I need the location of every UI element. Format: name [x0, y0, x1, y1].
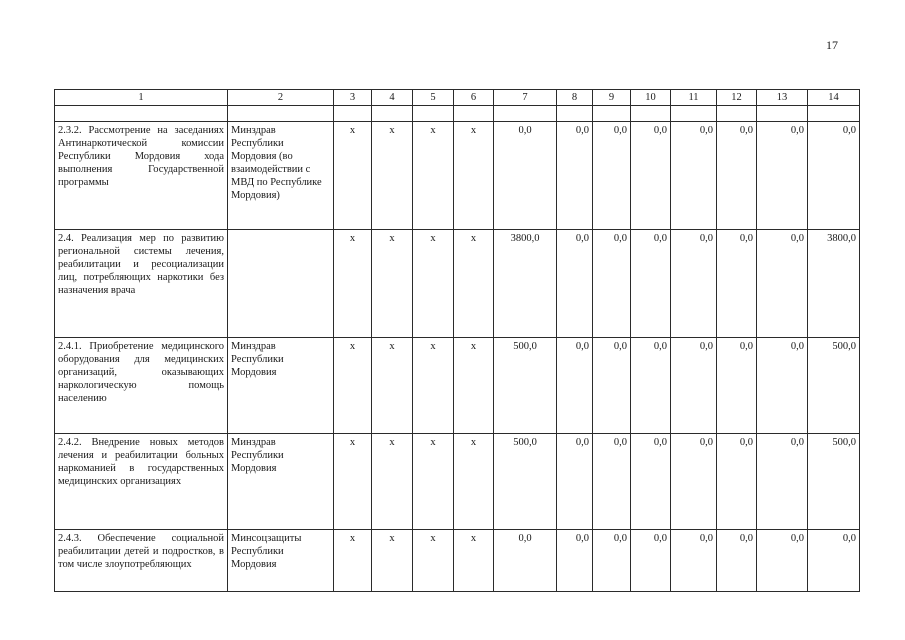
value-cell: 0,0 [593, 230, 631, 338]
value-cell: 500,0 [808, 338, 860, 434]
column-header: 4 [372, 90, 413, 106]
value-cell: 0,0 [593, 530, 631, 592]
executor-cell: Минздрав Республики Мордовия [228, 338, 334, 434]
executor-cell: Минсоцзащиты Республики Мордовия [228, 530, 334, 592]
value-cell: 0,0 [671, 230, 717, 338]
value-cell: 0,0 [593, 122, 631, 230]
mark-cell: x [372, 434, 413, 530]
value-cell: 3800,0 [494, 230, 557, 338]
mark-cell: x [454, 434, 494, 530]
program-table [54, 89, 860, 592]
mark-cell: x [334, 122, 372, 230]
value-cell: 0,0 [557, 230, 593, 338]
executor-cell: Минздрав Республики Мордовия [228, 434, 334, 530]
value-cell: 0,0 [717, 122, 757, 230]
value-cell: 0,0 [671, 338, 717, 434]
value-cell: 0,0 [631, 530, 671, 592]
column-header: 5 [413, 90, 454, 106]
value-cell: 0,0 [557, 530, 593, 592]
value-cell: 0,0 [631, 338, 671, 434]
table-row [55, 230, 860, 338]
mark-cell: x [334, 530, 372, 592]
value-cell: 0,0 [671, 434, 717, 530]
column-header: 3 [334, 90, 372, 106]
value-cell: 0,0 [808, 530, 860, 592]
mark-cell: x [372, 122, 413, 230]
value-cell: 0,0 [593, 434, 631, 530]
mark-cell: x [454, 338, 494, 434]
mark-cell: x [454, 122, 494, 230]
table-row [55, 434, 860, 530]
column-header: 14 [808, 90, 860, 106]
value-cell: 0,0 [494, 530, 557, 592]
value-cell: 0,0 [671, 122, 717, 230]
value-cell: 0,0 [717, 530, 757, 592]
column-header: 11 [671, 90, 717, 106]
value-cell: 0,0 [717, 434, 757, 530]
column-header: 12 [717, 90, 757, 106]
value-cell: 0,0 [631, 230, 671, 338]
value-cell: 500,0 [808, 434, 860, 530]
table-row [55, 122, 860, 230]
value-cell: 0,0 [757, 338, 808, 434]
header-spacer-row [55, 106, 860, 122]
column-header: 2 [228, 90, 334, 106]
page-number: 17 [826, 38, 838, 52]
table-row [55, 530, 860, 592]
measure-description: 2.4.3. Обеспечение социальной реабилитации детей и подростков, в том числе злоупотребляющих [55, 530, 228, 592]
executor-cell [228, 230, 334, 338]
mark-cell: x [413, 530, 454, 592]
measure-description: 2.4. Реализация мер по развитию региональной системы лечения, реабилитации и ресоциализации лиц, потребляющих наркотики без назначения врача [55, 230, 228, 338]
executor-cell: Минздрав Республики Мордовия (во взаимодействии с МВД по Республике Мордовия) [228, 122, 334, 230]
value-cell: 0,0 [757, 122, 808, 230]
mark-cell: x [413, 122, 454, 230]
value-cell: 0,0 [631, 122, 671, 230]
measure-description: 2.4.2. Внедрение новых методов лечения и реабилитации больных наркоманией в государственных медицинских организациях [55, 434, 228, 530]
value-cell: 0,0 [717, 230, 757, 338]
mark-cell: x [334, 434, 372, 530]
value-cell: 0,0 [757, 230, 808, 338]
value-cell: 0,0 [671, 530, 717, 592]
mark-cell: x [413, 230, 454, 338]
value-cell: 3800,0 [808, 230, 860, 338]
value-cell: 0,0 [557, 434, 593, 530]
mark-cell: x [413, 434, 454, 530]
value-cell: 0,0 [494, 122, 557, 230]
value-cell: 500,0 [494, 338, 557, 434]
value-cell: 0,0 [808, 122, 860, 230]
table-row [55, 338, 860, 434]
column-header: 8 [557, 90, 593, 106]
mark-cell: x [454, 230, 494, 338]
header-row [55, 90, 860, 106]
measure-description: 2.4.1. Приобретение медицинского оборудования для медицинских организаций, оказывающих наркологическую помощь населению [55, 338, 228, 434]
mark-cell: x [372, 230, 413, 338]
value-cell: 0,0 [757, 434, 808, 530]
mark-cell: x [372, 530, 413, 592]
column-header: 10 [631, 90, 671, 106]
mark-cell: x [334, 230, 372, 338]
value-cell: 0,0 [557, 338, 593, 434]
column-header: 6 [454, 90, 494, 106]
value-cell: 500,0 [494, 434, 557, 530]
value-cell: 0,0 [593, 338, 631, 434]
mark-cell: x [413, 338, 454, 434]
column-header: 7 [494, 90, 557, 106]
measure-description: 2.3.2. Рассмотрение на заседаниях Антинаркотической комиссии Республики Мордовия хода выполнения Государственной программы [55, 122, 228, 230]
mark-cell: x [372, 338, 413, 434]
column-header: 9 [593, 90, 631, 106]
column-header: 1 [55, 90, 228, 106]
value-cell: 0,0 [757, 530, 808, 592]
column-header: 13 [757, 90, 808, 106]
mark-cell: x [454, 530, 494, 592]
value-cell: 0,0 [557, 122, 593, 230]
mark-cell: x [334, 338, 372, 434]
value-cell: 0,0 [631, 434, 671, 530]
value-cell: 0,0 [717, 338, 757, 434]
